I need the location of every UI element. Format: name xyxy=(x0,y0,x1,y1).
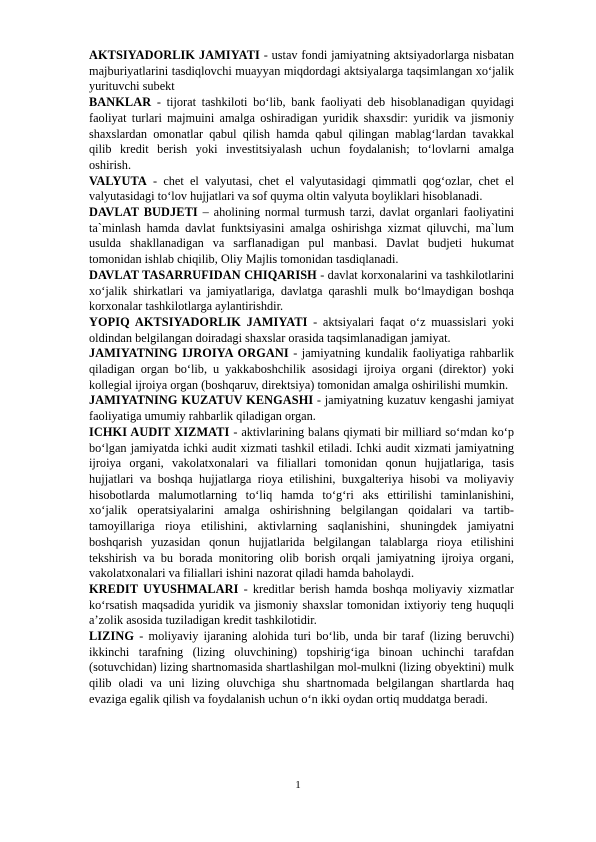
glossary-entry xyxy=(89,174,514,205)
glossary-definition: - ustav fondi jamiyatning aktsiyadorlarga nisbatan majburiyatlarini tasdiqlovchi muayyan miqdordagi aktsiyalarga taqsimlangan xoʻjalik yurituvchi subekt xyxy=(89,48,514,94)
glossary-entry xyxy=(89,268,514,315)
glossary-definition: – aholining normal turmush tarzi, davlat organlari faoliyatini ta`minlash hamda davlat funktsiyasini amalga oshirishga xizmat qiluvchi, ma`lum usulda shakllanadigan va sarflanadigan pul manbasi. Davlat budjeti hukumat tomonidan ishlab chiqilib, Oliy Majlis tomonidan tasdiqlanadi. xyxy=(89,205,514,267)
glossary-term: JAMIYATNING IJROIYA ORGANI xyxy=(89,346,289,361)
glossary-entry xyxy=(89,315,514,346)
glossary-term: YOPIQ AKTSIYADORLIK JAMIYATI xyxy=(89,314,308,329)
glossary-definition: - aktivlarining balans qiymati bir milliard soʻmdan koʻp boʻlgan jamiyatda ichki audit xizmati tashkil etiladi. Ichki audit xizmati jamiyatning ijroiya organi, vakolatxonalari va filiallari tomonidan qonun hujjatlariga, tasis hujjatlari va boshqa hujjatlarga rioya etilishini, buxgalteriya hisobi va moliyaviy hisobotlarda malumotlarning toʻliq hamda toʻgʻri aks ettirilishi taminlanishini, xoʻjalik operatsiyalarini amalga oshirishning belgilangan qoidalari va tartib-tamoyillariga rioya etilishini, aktivlarning saqlanishini, shuningdek jamiyatni boshqarish yuzasidan qonun hujjatlarida belgilangan talablarga rioya etilishini tekshirish va bu borada monitoring olib borish orqali jamiyatning ijroiya organi, vakolatxonalari va filiallari ishini nazorat qiladi hamda baholaydi. xyxy=(89,424,514,581)
glossary-entry xyxy=(89,205,514,268)
glossary-entry xyxy=(89,629,514,708)
glossary-entry xyxy=(89,393,514,424)
glossary-list xyxy=(89,48,514,708)
glossary-definition: - davlat korxonalarini va tashkilotlarini xoʻjalik shirkatlari va jamiyatlariga, davlatga qarashli mulk boʻlmaydigan boshqa korxonalar tashkilotlarga aylantirishdir. xyxy=(89,267,514,314)
glossary-entry xyxy=(89,425,514,582)
glossary-term: KREDIT UYUSHMALARI xyxy=(89,581,239,596)
glossary-entry xyxy=(89,582,514,629)
glossary-definition: - jamiyatning kuzatuv kengashi jamiyat faoliyatiga umumiy rahbarlik qiladigan organ. xyxy=(89,393,514,424)
glossary-entry xyxy=(89,95,514,174)
glossary-term: DAVLAT BUDJETI xyxy=(89,205,198,220)
glossary-term: LIZING xyxy=(89,629,135,644)
glossary-entry xyxy=(89,48,514,95)
glossary-definition: - chet el valyutasi, chet el valyutasidagi qimmatli qogʻozlar, chet el valyutasidagi toʻlov hujjatlari va sof quyma oltin valyuta boyliklari hisoblanadi. xyxy=(89,173,514,204)
glossary-term: ICHKI AUDIT XIZMATI xyxy=(89,424,230,439)
glossary-term: DAVLAT TASARRUFIDAN CHIQARISH xyxy=(89,267,317,282)
page-number: 1 xyxy=(295,779,301,791)
glossary-term: JAMIYATNING KUZATUV KENGASHI xyxy=(89,393,314,408)
glossary-entry xyxy=(89,346,514,393)
glossary-definition: - aktsiyalari faqat oʻz muassislari yoki oldindan belgilangan doiradagi shaxslar orasida taqsimlanadigan jamiyat. xyxy=(89,314,514,345)
glossary-definition: - moliyaviy ijaraning alohida turi boʻlib, unda bir taraf (lizing beruvchi) ikkinchi tarafning (lizing oluvchining) topshirigʻiga binoan uchinchi tarafdan (sotuvchidan) lizing shartnomasida shartlashilgan mol-mulkni (lizing obyektini) mulk qilib oladi va uni lizing oluvchiga shu shartnomada belgilangan shartlarda haq evaziga egalik qilish va foydalanish uchun oʻn ikki oydan ortiq muddatga beradi. xyxy=(89,629,514,706)
glossary-term: AKTSIYADORLIK JAMIYATI xyxy=(89,48,260,62)
glossary-term: VALYUTA xyxy=(89,173,147,188)
glossary-term: BANKLAR xyxy=(89,95,152,110)
glossary-definition: - jamiyatning kundalik faoliyatiga rahbarlik qiladigan organ boʻlib, u yakkaboshchilik asosidagi ijroiya organi (direktor) yoki kollegial ijroiya organ (boshqaruv, direktsiya) tomonidan amalga oshirilishi mumkin. xyxy=(89,346,514,392)
glossary-definition: - tijorat tashkiloti boʻlib, bank faoliyati deb hisoblanadigan quyidagi faoliyat turlari majmuini amalga oshiradigan yuridik shaxsdir: yuridik va jismoniy shaxslardan omonatlar qabul qilish hamda qabul qilingan mablagʻlardan tavakkal qilib kredit berish yoki investitsiyalash uchun foydalanish; toʻlovlarni amalga oshirish. xyxy=(89,95,514,172)
glossary-definition: - kreditlar berish hamda boshqa moliyaviy xizmatlar koʻrsatish maqsadida yuridik va jismoniy shaxslar tomonidan ixtiyoriy teng huquqli a’zolik asosida tuziladigan kredit tashkilotidir. xyxy=(89,581,515,628)
